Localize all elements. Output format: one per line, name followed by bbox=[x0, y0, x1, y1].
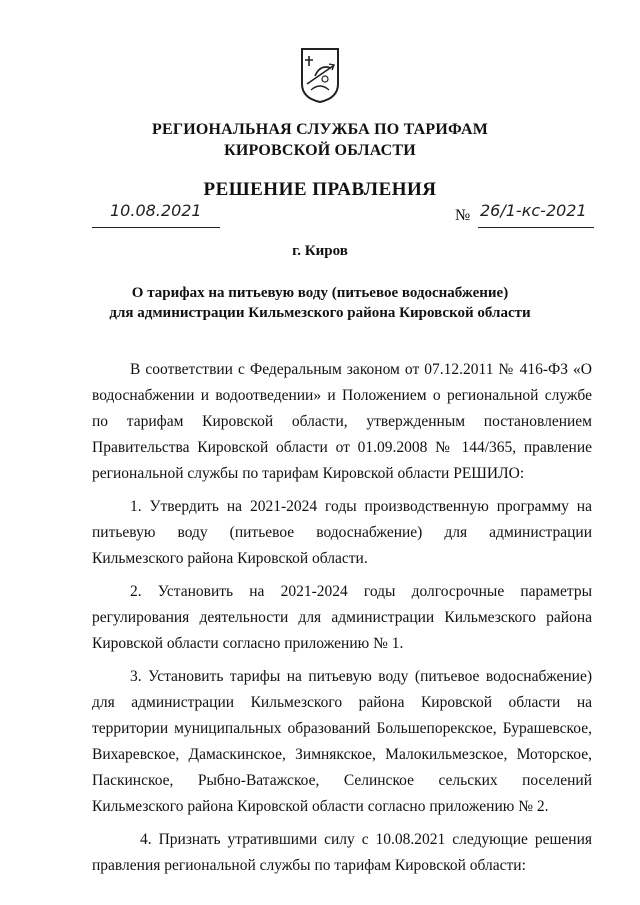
org-name-line1: РЕГИОНАЛЬНАЯ СЛУЖБА ПО ТАРИФАМ bbox=[151, 121, 489, 138]
document-number: 26/1-кс-2021 bbox=[480, 201, 587, 220]
subject-line1: О тарифах на питьевую воду (питьевое водоснабжение) bbox=[131, 285, 509, 301]
org-name-line2: КИРОВСКОЙ ОБЛАСТИ bbox=[224, 142, 416, 159]
coat-of-arms-icon bbox=[299, 46, 341, 104]
preamble-paragraph: В соответствии с Федеральным законом от 07.12.2011 № 416-ФЗ «О водоснабжении и водоотведении» и Положением о региональной службе по тарифам Кировской области, утвержденным постановлением Правительства Кировской области от 01.09.2008 № 144/365, правление региональной службы по тарифам Кировской области РЕШИЛО: bbox=[92, 361, 592, 482]
document-title: РЕШЕНИЕ ПРАВЛЕНИЯ bbox=[203, 179, 437, 200]
city: г. Киров bbox=[292, 243, 348, 259]
list-item: 4. Признать утратившими силу с 10.08.2021 следующие решения правления региональной службы по тарифам Кировской области: bbox=[92, 831, 592, 874]
list-item: 3. Установить тарифы на питьевую воду (питьевое водоснабжение) для администрации Кильмезского района Кировской области на территории муниципальных образований Большепорекское, Бурашевское, Вихаревское, Дамаскинское, Зимнякское, Малокильмезское, Моторское, Паскинское, Рыбно-Ватажское, Селинское сельских поселений Кильмезского района Кировской области согласно приложению № 2. bbox=[92, 668, 592, 815]
subject-line2: для администрации Кильмезского района Кировской области bbox=[109, 305, 531, 321]
number-sign: № bbox=[455, 207, 471, 224]
document-body bbox=[92, 357, 592, 879]
document-date: 10.08.2021 bbox=[110, 201, 202, 220]
list-item: 2. Установить на 2021-2024 годы долгосрочные параметры регулирования деятельности для администрации Кильмезского района Кировской области согласно приложению № 1. bbox=[92, 583, 592, 652]
list-item: 1. Утвердить на 2021-2024 годы производственную программу на питьевую воду (питьевое водоснабжение) для администрации Кильмезского района Кировской области. bbox=[92, 498, 592, 567]
